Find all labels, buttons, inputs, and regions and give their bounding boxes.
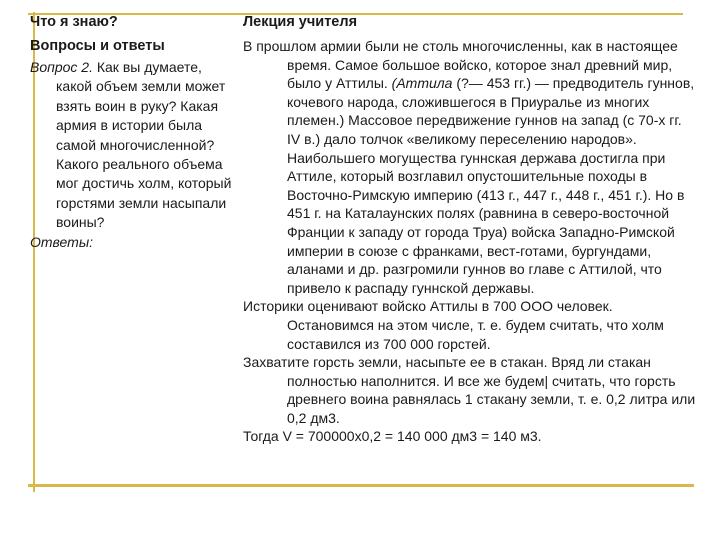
question-label: Вопрос 2. (30, 59, 93, 75)
lecture-p1-italic: (Аттила (391, 75, 453, 92)
question-text: Как вы думаете, какой объем земли может взять воин в руку? Какая армия в истории была самой многочисленной? Какого реального объема мог достичь холм, который горстями земли насыпали воины? (56, 59, 232, 231)
left-column-subtitle: Вопросы и ответы (30, 38, 165, 54)
question-block (30, 58, 240, 252)
lecture-paragraph-4: Тогда V = 700000х0,2 = 140 000 дм3 = 140 м3. (243, 428, 542, 445)
left-column-title: Что я знаю? (30, 14, 118, 30)
question-paragraph (30, 58, 240, 233)
lecture-paragraph-3: Захватите горсть земли, насыпьте ее в стакан. Вряд ли стакан полностью наполнится. И все же будем| считать, что горсть древнего воина равнялась 1 стакану земли, т. е. 0,2 литра или 0,2 дм3. (243, 354, 696, 426)
lecture-paragraph-2: Историки оценивают войско Аттилы в 700 ООО человек. Остановимся на этом числе, т. е. будем считать, что холм составился из 700 000 горстей. (243, 298, 664, 352)
lecture-paragraph-1 (243, 37, 698, 297)
lecture-title: Лекция учителя (243, 14, 358, 30)
lecture-body (243, 37, 698, 446)
answers-label: Ответы: (30, 233, 94, 250)
lecture-p1-part-b: (?— 453 гг.) — предводитель гуннов, кочевого народа, сложившегося в Приуралье из многих племен.) Массовое передвижение гуннов на запад (с 70-х гг. IV в.) дало толчок «великому переселению народов». Наибольшего могущества гуннская держава достигла при Аттиле, который возглавил опустошительные походы в Восточно-Римскую империю (413 г., 447 г., 448 г., 451 г.). Но в 451 г. на Каталаунских полях (равнина в северо-восточной Франции к западу от города Труа) войска Западно-Римской империи в союзе с франками, вест-готами, бургундами, аланами и др. разгромили гуннов во главе с Аттилой, что привело к распаду гуннской державы. (287, 75, 695, 296)
lecture-p1-part-a: В прошлом армии были не столь многочисленны, как в настоящее время. Самое большое войско, которое знал древний мир, было у Аттилы. (243, 38, 678, 92)
bottom-rule (28, 484, 694, 487)
